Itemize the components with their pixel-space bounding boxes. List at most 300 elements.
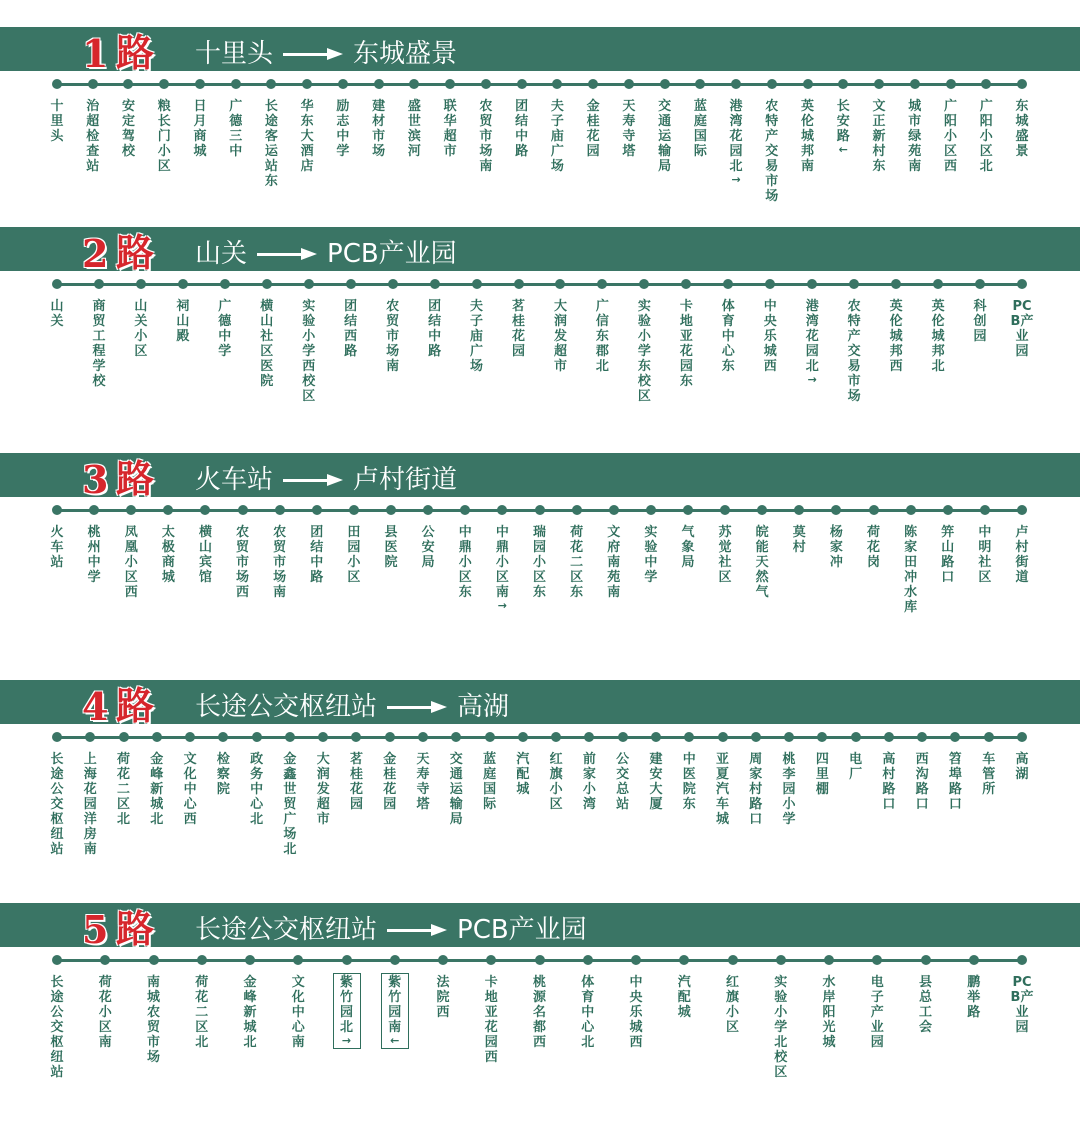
- stop-dot: [89, 505, 99, 515]
- stop-name: [867, 99, 891, 174]
- stop-dot: [430, 279, 440, 289]
- stop-dot: [831, 505, 841, 515]
- stop-name: [716, 299, 740, 374]
- stop-name-text: 县总工会: [918, 975, 932, 1035]
- stop-name-text: 体育中心东: [721, 299, 735, 374]
- stop-name-text: 桃源名都西: [532, 975, 546, 1050]
- route-title: [195, 463, 457, 497]
- stop-dot: [946, 79, 956, 89]
- stop-name-text: 城市绿苑南: [908, 99, 922, 174]
- stop-name: [116, 99, 140, 159]
- stop-name-text: 励志中学: [336, 99, 350, 159]
- stop-name-text: 英伦城邦北: [931, 299, 945, 374]
- stop-name-text: 中鼎小区东: [458, 525, 472, 600]
- stop-name: [45, 525, 69, 570]
- route-5-header: [0, 903, 1080, 952]
- stop-name-text: 亚夏汽车城: [716, 752, 730, 827]
- stop-name: [402, 99, 426, 159]
- direction-right-icon: →: [731, 173, 741, 186]
- stop-name: [528, 525, 552, 600]
- stop-name: [760, 99, 784, 204]
- stop-dot: [252, 732, 262, 742]
- stop-dot: [757, 505, 767, 515]
- stop-dot: [651, 732, 661, 742]
- stop-name-text: 蓝庭国际: [483, 752, 497, 812]
- stop-name-text: 交通运输局: [449, 752, 463, 827]
- route-origin: 山关: [195, 239, 248, 269]
- route-destination: 高湖: [457, 692, 510, 722]
- stop-name-text: 大润发超市: [553, 299, 567, 374]
- stop-dot: [52, 505, 62, 515]
- stop-name-text: 金桂花园: [383, 752, 397, 812]
- stop-dot: [981, 79, 991, 89]
- stop-name-text: 文府南苑南: [607, 525, 621, 600]
- stop-dot: [551, 732, 561, 742]
- stop-name-text: 英伦城邦西: [889, 299, 903, 374]
- stop-name-text: 鹏举路: [967, 975, 981, 1020]
- stop-name: [82, 525, 106, 585]
- stop-name: [968, 299, 992, 344]
- stop-name-text: 港湾花园北: [729, 99, 743, 174]
- stop-name: [213, 299, 237, 359]
- stop-dot: [584, 732, 594, 742]
- stop-name: [171, 299, 195, 344]
- stop-name-text: 荷花岗: [867, 525, 881, 570]
- stop-name: [577, 752, 601, 812]
- stop-name-text: 山关小区: [134, 299, 148, 359]
- stop-name: [677, 752, 701, 812]
- stop-name-text: 金峰新城北: [150, 752, 164, 827]
- stop-name: [378, 752, 402, 812]
- stop-dot: [917, 732, 927, 742]
- stop-name-text: 体育中心北: [581, 975, 595, 1050]
- stop-name-text: 农贸市场南: [479, 99, 493, 174]
- stop-name-text: 陈家田冲水库: [904, 525, 918, 615]
- stop-name: [444, 752, 468, 827]
- stop-dot: [552, 79, 562, 89]
- stop-name: [548, 299, 572, 374]
- stop-name: [416, 525, 440, 570]
- stop-name: [713, 525, 737, 585]
- stop-name-text: 横山社区医院: [260, 299, 274, 389]
- stop-dot: [684, 732, 694, 742]
- route-1-header: [0, 27, 1080, 76]
- stop-name: [379, 525, 403, 570]
- direction-left-icon: ←: [390, 1034, 400, 1047]
- stop-name: [545, 99, 569, 174]
- arrow-right-icon: [257, 251, 317, 257]
- stop-dot: [351, 732, 361, 742]
- stop-name: [344, 752, 368, 812]
- stop-name-text: 粮长门小区: [157, 99, 171, 174]
- stop-name: [796, 99, 820, 174]
- stop-name-text: 港湾花园北: [805, 299, 819, 374]
- stop-name: [581, 99, 605, 159]
- stop-name-text: 南城农贸市场: [146, 975, 160, 1065]
- stop-name: [777, 752, 801, 827]
- route-lu-label: 路: [116, 30, 155, 75]
- stop-name: [342, 525, 366, 585]
- stop-name: [152, 99, 176, 174]
- stop-name-text: 广信东郡北: [595, 299, 609, 374]
- stop-name: [119, 525, 143, 600]
- stop-name-text: 红旗小区: [549, 752, 563, 812]
- route-line: [57, 283, 1022, 286]
- stop-name-text: 天寿寺塔: [622, 99, 636, 159]
- stop-dot: [126, 505, 136, 515]
- stop-name: [339, 299, 363, 359]
- stop-name-text: 农特产交易市场: [765, 99, 779, 204]
- stop-dot: [639, 279, 649, 289]
- stop-dot: [342, 955, 352, 965]
- stop-dot: [776, 955, 786, 965]
- stop-dot: [723, 279, 733, 289]
- stop-name: [93, 975, 117, 1050]
- stop-name-text: 金峰新城北: [243, 975, 257, 1050]
- stop-name: [453, 525, 477, 600]
- stop-name: [602, 525, 626, 600]
- stop-name-text: 火车站: [50, 525, 64, 570]
- stop-name-text: 气象局: [681, 525, 695, 570]
- stop-dot: [52, 279, 62, 289]
- stop-name: [817, 975, 841, 1050]
- stop-name: [87, 299, 111, 389]
- stop-name-text: 实验小学东校区: [637, 299, 651, 404]
- stop-name-text: 蓝庭国际: [693, 99, 707, 159]
- route-lu-label: 路: [116, 906, 155, 951]
- stop-name: [877, 752, 901, 812]
- stop-name: [528, 975, 552, 1050]
- stop-name: [688, 99, 712, 159]
- stop-dot: [200, 505, 210, 515]
- stop-name: [45, 975, 69, 1080]
- stop-dot: [803, 79, 813, 89]
- stop-name-text: 莫村: [792, 525, 806, 555]
- stop-dot: [794, 505, 804, 515]
- stop-dot: [817, 732, 827, 742]
- stop-dot: [178, 279, 188, 289]
- arrow-right-icon: [387, 704, 447, 710]
- stop-name-text: 苏觉社区: [718, 525, 732, 585]
- stop-name-text: 桃州中学: [87, 525, 101, 585]
- stop-name: [431, 975, 455, 1020]
- stop-dot: [869, 505, 879, 515]
- stop-dot: [302, 79, 312, 89]
- stop-dot: [349, 505, 359, 515]
- stop-dot: [555, 279, 565, 289]
- stop-name-text: 农贸市场南: [386, 299, 400, 374]
- route-line: [57, 736, 1022, 739]
- stop-name-text: 金鑫世贸广场北: [283, 752, 297, 857]
- stop-dot: [293, 955, 303, 965]
- stop-dot: [1017, 732, 1027, 742]
- route-number: 2: [82, 231, 109, 276]
- stop-dot: [618, 732, 628, 742]
- stop-name: [423, 299, 447, 359]
- stop-name: [611, 752, 635, 812]
- stop-name: [903, 99, 927, 174]
- stop-name-text: 中医院东: [682, 752, 696, 812]
- route-title: [195, 690, 509, 724]
- stop-name-text: 汽配城: [516, 752, 530, 797]
- stop-name-text: 公安局: [421, 525, 435, 570]
- stop-name: [510, 99, 534, 159]
- stop-name-text: 交通运输局: [658, 99, 672, 174]
- stop-name-text: 科创园: [973, 299, 987, 344]
- stop-dot: [943, 505, 953, 515]
- stop-dot: [660, 79, 670, 89]
- stop-name-text: 卡地亚花园西: [484, 975, 498, 1065]
- stop-name: [45, 752, 69, 857]
- stop-dot: [1017, 505, 1027, 515]
- route-2-header: [0, 227, 1080, 276]
- stop-name-text: 实验小学西校区: [302, 299, 316, 404]
- stop-dot: [485, 732, 495, 742]
- stop-name: [78, 752, 102, 857]
- stop-dot: [312, 505, 322, 515]
- stop-dot: [583, 955, 593, 965]
- stop-name-text: 英伦城邦南: [801, 99, 815, 174]
- stop-dot: [195, 79, 205, 89]
- stop-dot: [445, 79, 455, 89]
- stop-name: [81, 99, 105, 174]
- route-number: 1: [82, 31, 109, 76]
- stop-name: [112, 752, 136, 827]
- stop-dot: [266, 79, 276, 89]
- stop-name-text: 商贸工程学校: [92, 299, 106, 389]
- stop-dot: [197, 955, 207, 965]
- stop-name: [305, 525, 329, 585]
- stop-name: [297, 299, 321, 404]
- stop-name-text: 广德三中: [229, 99, 243, 159]
- stop-name-text: 卢村街道: [1015, 525, 1029, 585]
- stop-name: [617, 99, 641, 159]
- route-4-header: [0, 680, 1080, 729]
- stop-name: [238, 975, 262, 1050]
- stop-dot: [784, 732, 794, 742]
- stop-dot: [872, 955, 882, 965]
- stop-dot: [597, 279, 607, 289]
- stop-dot: [874, 79, 884, 89]
- stop-dot: [906, 505, 916, 515]
- stop-name: [1010, 525, 1034, 585]
- route-number: 4: [82, 684, 109, 729]
- stop-name-text: 卡地亚花园东: [679, 299, 693, 389]
- stop-name-text: 紫竹园北: [339, 975, 353, 1035]
- stop-name-text: 文正新村东: [872, 99, 886, 174]
- arrow-right-icon: [387, 927, 447, 933]
- stop-dot: [460, 505, 470, 515]
- stop-name: [383, 975, 407, 1047]
- stop-dot: [163, 505, 173, 515]
- stop-name: [962, 975, 986, 1020]
- stop-name: [824, 525, 848, 570]
- stop-dot: [220, 279, 230, 289]
- stop-name-text: 大润发超市: [316, 752, 330, 827]
- stop-name-text: 中明社区: [978, 525, 992, 585]
- stop-name: [974, 99, 998, 174]
- stop-dot: [624, 79, 634, 89]
- stop-name-text: 县医院: [384, 525, 398, 570]
- stop-name: [278, 752, 302, 857]
- stop-dot: [891, 279, 901, 289]
- stop-name: [178, 752, 202, 827]
- stop-name-text: 高湖: [1015, 752, 1029, 782]
- stop-dot: [950, 732, 960, 742]
- stop-name-text: 广阳小区北: [979, 99, 993, 174]
- stop-name: [721, 975, 745, 1035]
- stop-dot: [231, 79, 241, 89]
- stop-dot: [933, 279, 943, 289]
- route-title: [195, 237, 457, 271]
- stop-name: [145, 752, 169, 827]
- stop-name: [711, 752, 735, 827]
- stop-dot: [409, 79, 419, 89]
- stop-name-text: 团结中路: [515, 99, 529, 159]
- stop-dot: [765, 279, 775, 289]
- stop-dot: [119, 732, 129, 742]
- stop-name-text: 广阳小区西: [944, 99, 958, 174]
- stop-name: [800, 299, 824, 386]
- stop-name-text: 汽配城: [677, 975, 691, 1020]
- stop-name: [478, 752, 502, 812]
- stop-dot: [631, 955, 641, 965]
- stop-name-text: 茗桂花园: [349, 752, 363, 812]
- stop-name-text: 田园小区: [347, 525, 361, 585]
- stop-name-text: 红旗小区: [725, 975, 739, 1035]
- stop-name-text: 天寿寺塔: [416, 752, 430, 812]
- route-lu-label: 路: [116, 683, 155, 728]
- stop-name: [45, 299, 69, 329]
- route-destination: 卢村街道: [353, 465, 458, 495]
- stop-dot: [969, 955, 979, 965]
- stop-name-text: 车管所: [982, 752, 996, 797]
- stop-dot: [518, 732, 528, 742]
- stop-name: [750, 525, 774, 600]
- stop-dot: [418, 732, 428, 742]
- stop-name: [367, 99, 391, 159]
- stop-name: [977, 752, 1001, 797]
- direction-right-icon: →: [497, 599, 507, 612]
- stop-name-text: 荷花二区北: [195, 975, 209, 1050]
- stop-dot: [728, 955, 738, 965]
- stop-name: [286, 975, 310, 1050]
- stop-dot: [185, 732, 195, 742]
- stop-name: [865, 975, 889, 1050]
- stop-dot: [486, 955, 496, 965]
- stop-name-text: 实验小学北校区: [774, 975, 788, 1080]
- stop-name-text: PCB产业园: [1010, 975, 1034, 1035]
- stop-dot: [681, 279, 691, 289]
- stop-name-text: 四里棚: [815, 752, 829, 797]
- stop-dot: [388, 279, 398, 289]
- route-origin: 长途公交枢纽站: [195, 915, 378, 945]
- stop-name-text: 法院西: [436, 975, 450, 1020]
- stop-dot: [481, 79, 491, 89]
- stop-name: [810, 752, 834, 797]
- stop-dot: [980, 505, 990, 515]
- stop-name: [156, 525, 180, 585]
- stop-dot: [123, 79, 133, 89]
- stop-dot: [838, 79, 848, 89]
- stop-name-text: 荷花二区北: [117, 752, 131, 827]
- stop-dot: [285, 732, 295, 742]
- stop-name: [862, 525, 886, 570]
- stop-name-text: 金桂花园: [586, 99, 600, 159]
- stop-name-text: 水岸阳光城: [822, 975, 836, 1050]
- stop-name: [190, 975, 214, 1050]
- stop-name-text: 农特产交易市场: [847, 299, 861, 404]
- stop-dot: [275, 505, 285, 515]
- stop-name: [787, 525, 811, 555]
- stop-name-text: 农贸市场南: [273, 525, 287, 600]
- stop-name: [899, 525, 923, 615]
- route-lu-label: 路: [116, 230, 155, 275]
- stop-dot: [572, 505, 582, 515]
- stop-dot: [517, 79, 527, 89]
- stop-dot: [100, 955, 110, 965]
- stop-name-text: 太极商城: [161, 525, 175, 585]
- stop-name: [1010, 99, 1034, 159]
- route-origin: 十里头: [195, 39, 274, 69]
- stop-name: [335, 975, 359, 1047]
- stop-dot: [318, 732, 328, 742]
- stop-dot: [851, 732, 861, 742]
- stop-name-text: 东城盛景: [1015, 99, 1029, 159]
- stop-name: [624, 975, 648, 1050]
- stop-dot: [338, 79, 348, 89]
- stop-dot: [609, 505, 619, 515]
- route-destination: PCB产业园: [327, 239, 457, 269]
- stop-name: [672, 975, 696, 1020]
- stop-dot: [218, 732, 228, 742]
- stop-dot: [346, 279, 356, 289]
- stop-dot: [679, 955, 689, 965]
- stop-dot: [767, 79, 777, 89]
- stop-name: [438, 99, 462, 159]
- stop-dot: [807, 279, 817, 289]
- stop-dot: [152, 732, 162, 742]
- stop-name-text: 周家村路口: [749, 752, 763, 827]
- stop-name: [129, 299, 153, 359]
- stop-name-text: 广德中学: [218, 299, 232, 359]
- stop-name-text: 检察院: [216, 752, 230, 797]
- stop-name-text: 公交总站: [616, 752, 630, 812]
- stop-name: [295, 99, 319, 174]
- route-destination: PCB产业园: [457, 915, 587, 945]
- stop-name: [331, 99, 355, 159]
- stop-name-text: 建材市场: [372, 99, 386, 159]
- stop-dot: [849, 279, 859, 289]
- stop-dot: [245, 955, 255, 965]
- stop-name: [245, 752, 269, 827]
- stop-dot: [718, 732, 728, 742]
- stop-dot: [438, 955, 448, 965]
- stop-name-text: 中央乐城西: [629, 975, 643, 1050]
- stop-name-text: 治超检查站: [86, 99, 100, 174]
- stop-name-text: 长途公交枢纽站: [50, 975, 64, 1080]
- stop-dot: [535, 505, 545, 515]
- stop-name-text: 长安路: [836, 99, 850, 144]
- stop-name: [939, 99, 963, 174]
- stop-dot: [88, 79, 98, 89]
- stop-name: [381, 299, 405, 374]
- stop-name-text: 高村路口: [882, 752, 896, 812]
- stop-name-text: 安定驾校: [121, 99, 135, 159]
- stop-name-text: 祠山殿: [176, 299, 190, 344]
- stop-name: [884, 299, 908, 374]
- stop-dot: [159, 79, 169, 89]
